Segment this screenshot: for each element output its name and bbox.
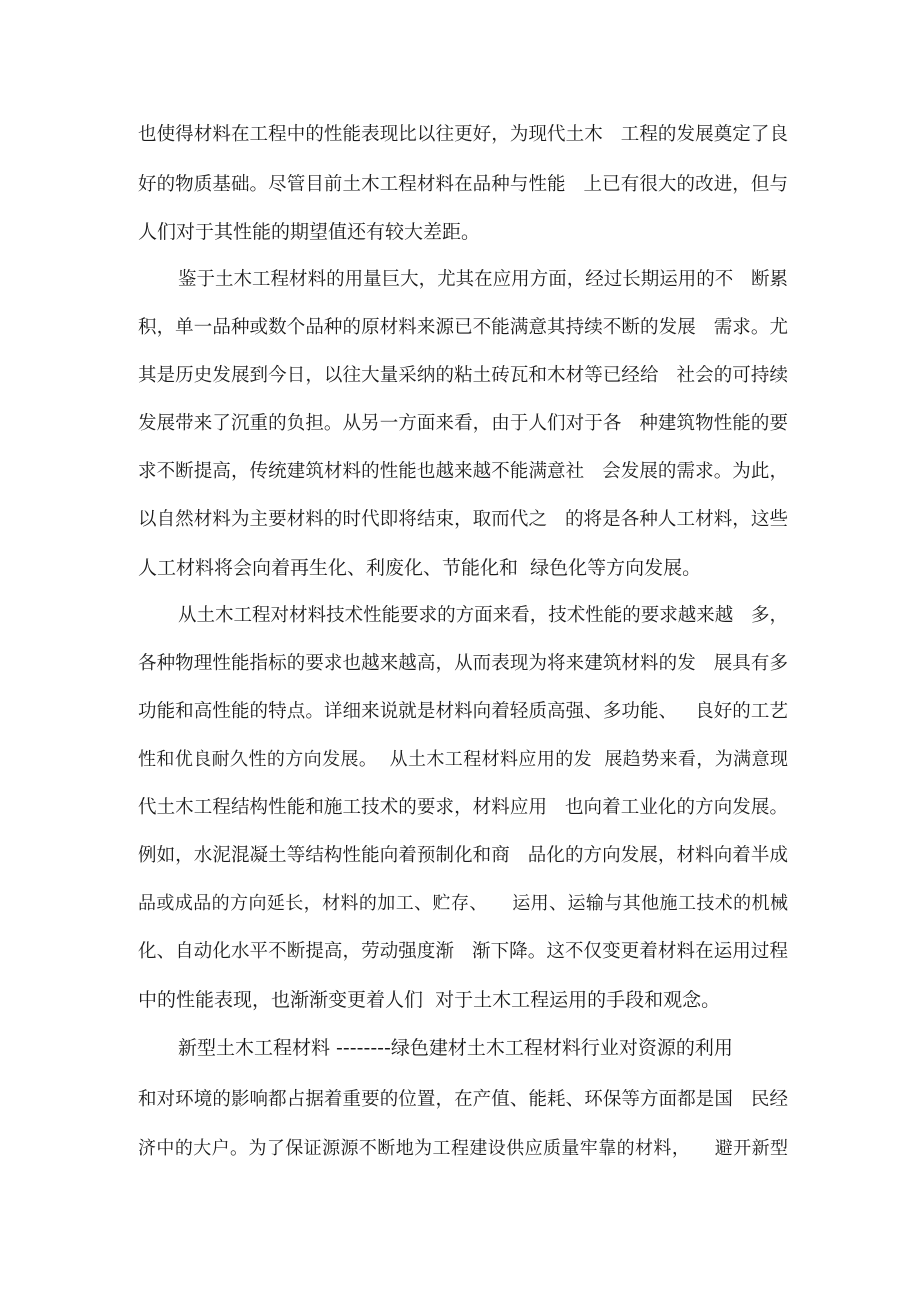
paragraph-2-line-6: 以自然材料为主要材料的时代即将结束，取而代之 的将是各种人工材料，这些	[138, 509, 788, 530]
paragraph-3-line-3: 功能和高性能的特点。详细来说就是材料向着轻质高强、多功能、 良好的工艺	[138, 701, 788, 722]
paragraph-3-line-7: 品或成品的方向延长，材料的加工、贮存、 运用、运输与其他施工技术的机械	[138, 893, 788, 914]
paragraph-1-line-3: 人们对于其性能的期望值还有较大差距。	[138, 221, 481, 243]
paragraph-3-line-2: 各种物理性能指标的要求也越来越高，从而表现为将来建筑材料的发 展具有多	[138, 653, 788, 674]
paragraph-4-line-2: 和对环境的影响都占据着重要的位置，在产值、能耗、环保等方面都是国 民经	[138, 1089, 788, 1110]
paragraph-2-line-1: 鉴于土木工程材料的用量巨大，尤其在应用方面，经过长期运用的不 断累	[178, 269, 788, 290]
paragraph-3-line-8: 化、自动化水平不断提高，劳动强度渐 渐下降。这不仅变更着材料在运用过程	[138, 941, 788, 962]
paragraph-1-line-1: 也使得材料在工程中的性能表现比以往更好，为现代土木 工程的发展奠定了良	[138, 124, 788, 145]
paragraph-3-line-9: 中的性能表现，也渐渐变更着人们 对于土木工程运用的手段和观念。	[138, 989, 721, 1011]
paragraph-3-line-4: 性和优良耐久性的方向发展。 从土木工程材料应用的发 展趋势来看，为满意现	[138, 749, 788, 770]
paragraph-2-line-7: 人工材料将会向着再生化、利废化、节能化和 绿色化等方向发展。	[138, 557, 702, 579]
paragraph-3-line-5: 代土木工程结构性能和施工技术的要求，材料应用 也向着工业化的方向发展。	[138, 797, 788, 818]
paragraph-3-line-1: 从土木工程对材料技术性能要求的方面来看，技术性能的要求越来越 多，	[178, 605, 788, 626]
paragraph-2-line-2: 积，单一品种或数个品种的原材料来源已不能满意其持续不断的发展 需求。尤	[138, 317, 788, 338]
paragraph-2-line-5: 求不断提高，传统建筑材料的性能也越来越不能满意社 会发展的需求。为此，	[138, 461, 788, 482]
paragraph-2-line-3: 其是历史发展到今日，以往大量采纳的粘土砖瓦和木材等已经给 社会的可持续	[138, 365, 788, 386]
paragraph-4-line-1: 新型土木工程材料 --------绿色建材土木工程材料行业对资源的利用	[178, 1037, 733, 1059]
paragraph-2-line-4: 发展带来了沉重的负担。从另一方面来看，由于人们对于各 种建筑物性能的要	[138, 413, 788, 434]
paragraph-1-line-2: 好的物质基础。尽管目前土木工程材料在品种与性能 上已有很大的改进，但与	[138, 174, 788, 195]
paragraph-4-line-3: 济中的大户。为了保证源源不断地为工程建设供应质量牢靠的材料， 避开新型	[138, 1138, 788, 1159]
paragraph-3-line-6: 例如，水泥混凝土等结构性能向着预制化和商 品化的方向发展，材料向着半成	[138, 845, 788, 866]
